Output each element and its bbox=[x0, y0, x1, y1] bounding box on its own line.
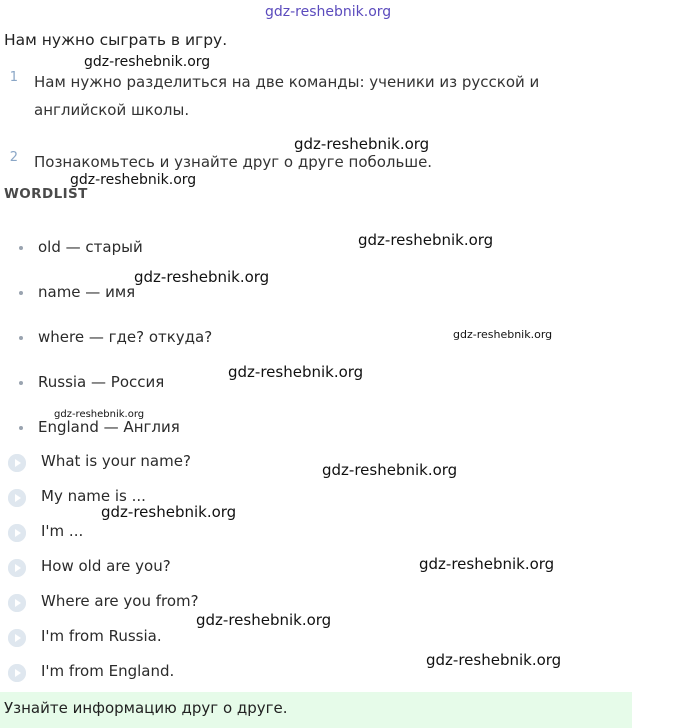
list-item bbox=[0, 373, 420, 418]
wordlist-item-label: where — где? откуда? bbox=[38, 328, 213, 346]
wordlist-heading: WORDLIST bbox=[4, 186, 88, 202]
watermark-text: gdz-reshebnik.org bbox=[453, 328, 553, 341]
play-icon[interactable] bbox=[8, 559, 26, 577]
task-number: 2 bbox=[9, 150, 18, 165]
phrase-text: Where are you from? bbox=[41, 592, 199, 610]
list-item bbox=[0, 328, 420, 373]
phrase-list bbox=[0, 452, 520, 697]
phrase-text: I'm from Russia. bbox=[41, 627, 162, 645]
watermark-text: gdz-reshebnik.org bbox=[265, 4, 392, 20]
watermark-text: gdz-reshebnik.org bbox=[54, 409, 145, 420]
watermark-text: gdz-reshebnik.org bbox=[294, 135, 430, 153]
bullet-icon bbox=[19, 246, 23, 250]
wordlist-items bbox=[0, 238, 420, 463]
watermark-text: gdz-reshebnik.org bbox=[358, 231, 494, 249]
bullet-icon bbox=[19, 336, 23, 340]
list-item[interactable] bbox=[0, 452, 520, 487]
phrase-text: I'm from England. bbox=[41, 662, 175, 680]
bullet-icon bbox=[19, 426, 23, 430]
wordlist-item-label: old — старый bbox=[38, 238, 143, 256]
play-icon[interactable] bbox=[8, 489, 26, 507]
play-icon[interactable] bbox=[8, 454, 26, 472]
phrase-text: What is your name? bbox=[41, 452, 191, 470]
watermark-text: gdz-reshebnik.org bbox=[134, 268, 270, 286]
play-icon[interactable] bbox=[8, 594, 26, 612]
play-icon[interactable] bbox=[8, 524, 26, 542]
phrase-text: How old are you? bbox=[41, 557, 171, 575]
phrase-text: I'm ... bbox=[41, 522, 84, 540]
task-item-1 bbox=[4, 68, 604, 124]
wordlist-item-label: name — имя bbox=[38, 283, 136, 301]
task-text: Нам нужно разделиться на две команды: ученики из русской и английской школы. bbox=[34, 73, 540, 119]
task-text: Познакомьтесь и узнайте друг о друге побольше. bbox=[34, 153, 433, 171]
bullet-icon bbox=[19, 381, 23, 385]
play-icon[interactable] bbox=[8, 664, 26, 682]
list-item[interactable] bbox=[0, 592, 520, 627]
wordlist-item-label: England — Англия bbox=[38, 418, 180, 436]
watermark-text: gdz-reshebnik.org bbox=[228, 363, 364, 381]
list-item bbox=[0, 238, 420, 283]
phrase-text: My name is ... bbox=[41, 487, 146, 505]
list-item[interactable] bbox=[0, 487, 520, 522]
task-number: 1 bbox=[9, 70, 18, 85]
watermark-text: gdz-reshebnik.org bbox=[196, 611, 332, 629]
bullet-icon bbox=[19, 291, 23, 295]
intro-text: Нам нужно сыграть в игру. bbox=[4, 31, 228, 49]
watermark-text: gdz-reshebnik.org bbox=[426, 651, 562, 669]
wordlist-item-label: Russia — Россия bbox=[38, 373, 165, 391]
play-icon[interactable] bbox=[8, 629, 26, 647]
list-item[interactable] bbox=[0, 627, 520, 662]
footer-banner bbox=[0, 692, 632, 728]
list-item[interactable] bbox=[0, 557, 520, 592]
watermark-text: gdz-reshebnik.org bbox=[70, 172, 197, 188]
list-item bbox=[0, 283, 420, 328]
watermark-text: gdz-reshebnik.org bbox=[419, 555, 555, 573]
footer-text: Узнайте информацию друг о друге. bbox=[4, 699, 288, 717]
watermark-text: gdz-reshebnik.org bbox=[322, 461, 458, 479]
task-item-2 bbox=[4, 148, 604, 176]
list-item[interactable] bbox=[0, 522, 520, 557]
watermark-text: gdz-reshebnik.org bbox=[101, 503, 237, 521]
watermark-text: gdz-reshebnik.org bbox=[84, 54, 211, 70]
